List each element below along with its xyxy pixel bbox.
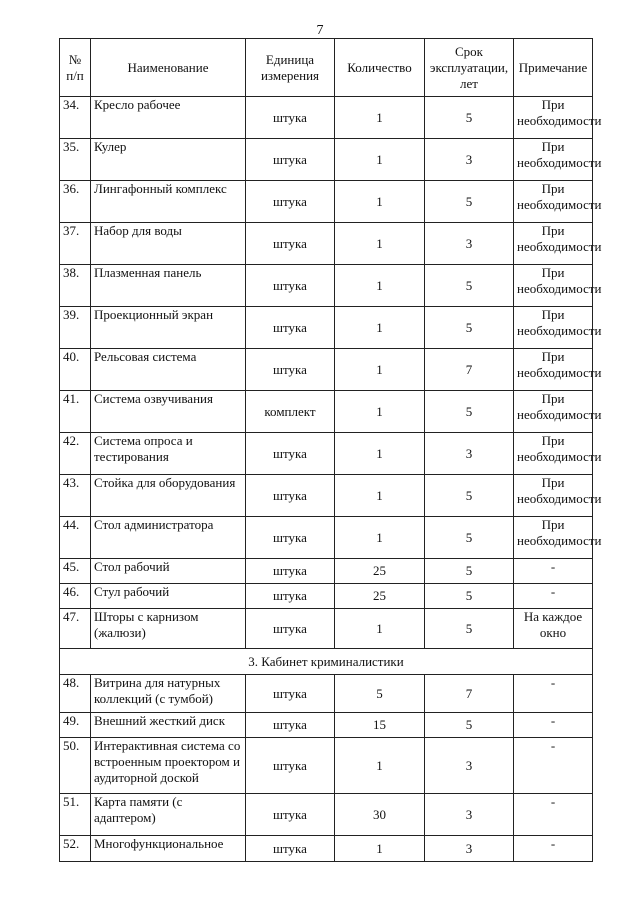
cell-life: 3	[425, 223, 514, 265]
cell-num: 40.	[60, 349, 91, 391]
cell-note: При необходимости	[514, 265, 593, 307]
page-number: 7	[316, 23, 324, 38]
cell-num: 46.	[60, 584, 91, 609]
table-row	[60, 559, 593, 584]
cell-note: При необходимости	[514, 391, 593, 433]
cell-qty: 25	[335, 559, 425, 584]
cell-note: -	[514, 836, 593, 862]
cell-num: 34.	[60, 97, 91, 139]
cell-life: 3	[425, 433, 514, 475]
cell-name: Стойка для оборудования	[91, 475, 246, 517]
header-qty: Количество	[335, 39, 425, 97]
table-row	[60, 97, 593, 139]
header-unit: Единица измерения	[246, 39, 335, 97]
cell-num: 43.	[60, 475, 91, 517]
cell-qty: 1	[335, 265, 425, 307]
cell-unit: штука	[246, 223, 335, 265]
cell-unit: штука	[246, 475, 335, 517]
cell-num: 47.	[60, 609, 91, 649]
cell-note: При необходимости	[514, 517, 593, 559]
cell-name: Система озвучивания	[91, 391, 246, 433]
cell-qty: 1	[335, 181, 425, 223]
cell-note: -	[514, 559, 593, 584]
cell-qty: 5	[335, 675, 425, 713]
cell-unit: штука	[246, 181, 335, 223]
cell-unit: штука	[246, 836, 335, 862]
cell-unit: штука	[246, 559, 335, 584]
cell-unit: штука	[246, 609, 335, 649]
cell-note: На каждое окно	[514, 609, 593, 649]
cell-qty: 1	[335, 349, 425, 391]
cell-name: Внешний жесткий диск	[91, 713, 246, 738]
cell-unit: комплект	[246, 391, 335, 433]
cell-name: Рельсовая система	[91, 349, 246, 391]
table-row	[60, 475, 593, 517]
cell-num: 42.	[60, 433, 91, 475]
cell-name: Кулер	[91, 139, 246, 181]
cell-num: 51.	[60, 794, 91, 836]
cell-name: Витрина для натурных коллекций (с тумбой)	[91, 675, 246, 713]
table-row	[60, 609, 593, 649]
table-row	[60, 139, 593, 181]
cell-unit: штука	[246, 97, 335, 139]
cell-qty: 1	[335, 223, 425, 265]
cell-qty: 1	[335, 433, 425, 475]
table-header-row	[60, 39, 593, 97]
cell-qty: 1	[335, 738, 425, 794]
cell-num: 37.	[60, 223, 91, 265]
table-row	[60, 713, 593, 738]
cell-note: При необходимости	[514, 307, 593, 349]
cell-num: 44.	[60, 517, 91, 559]
table-row	[60, 517, 593, 559]
cell-note: При необходимости	[514, 223, 593, 265]
cell-name: Лингафонный комплекс	[91, 181, 246, 223]
table-row	[60, 794, 593, 836]
cell-name: Стул рабочий	[91, 584, 246, 609]
table-row	[60, 181, 593, 223]
header-name: Наименование	[91, 39, 246, 97]
cell-num: 52.	[60, 836, 91, 862]
cell-life: 5	[425, 181, 514, 223]
cell-qty: 1	[335, 517, 425, 559]
cell-note: При необходимости	[514, 97, 593, 139]
cell-note: При необходимости	[514, 181, 593, 223]
cell-name: Система опроса и тестирования	[91, 433, 246, 475]
equipment-table	[59, 38, 602, 862]
cell-life: 7	[425, 349, 514, 391]
cell-life: 5	[425, 517, 514, 559]
table-row	[60, 738, 593, 794]
cell-num: 39.	[60, 307, 91, 349]
cell-name: Карта памяти (с адаптером)	[91, 794, 246, 836]
cell-unit: штука	[246, 349, 335, 391]
cell-num: 49.	[60, 713, 91, 738]
cell-life: 3	[425, 836, 514, 862]
cell-name: Набор для воды	[91, 223, 246, 265]
table-row	[60, 223, 593, 265]
cell-unit: штука	[246, 265, 335, 307]
cell-life: 3	[425, 139, 514, 181]
cell-num: 45.	[60, 559, 91, 584]
cell-note: При необходимости	[514, 475, 593, 517]
cell-qty: 1	[335, 139, 425, 181]
cell-life: 5	[425, 97, 514, 139]
cell-unit: штука	[246, 738, 335, 794]
cell-num: 48.	[60, 675, 91, 713]
cell-name: Проекционный экран	[91, 307, 246, 349]
cell-life: 5	[425, 713, 514, 738]
cell-name: Интерактивная система со встроенным проектором и аудиторной доской	[91, 738, 246, 794]
cell-num: 36.	[60, 181, 91, 223]
table-row	[60, 433, 593, 475]
cell-name: Многофункциональное	[91, 836, 246, 862]
cell-unit: штука	[246, 675, 335, 713]
cell-num: 41.	[60, 391, 91, 433]
table-row	[60, 265, 593, 307]
cell-note: -	[514, 713, 593, 738]
cell-name: Шторы с карнизом (жалюзи)	[91, 609, 246, 649]
cell-num: 38.	[60, 265, 91, 307]
table-row	[60, 391, 593, 433]
cell-unit: штука	[246, 713, 335, 738]
cell-qty: 1	[335, 475, 425, 517]
cell-life: 3	[425, 794, 514, 836]
cell-unit: штука	[246, 307, 335, 349]
cell-life: 5	[425, 475, 514, 517]
cell-name: Стол администратора	[91, 517, 246, 559]
table-row	[60, 836, 593, 862]
cell-life: 5	[425, 265, 514, 307]
cell-unit: штука	[246, 794, 335, 836]
table-row	[60, 349, 593, 391]
cell-unit: штука	[246, 517, 335, 559]
cell-qty: 1	[335, 609, 425, 649]
cell-unit: штука	[246, 584, 335, 609]
cell-unit: штука	[246, 433, 335, 475]
cell-qty: 25	[335, 584, 425, 609]
section-row	[60, 649, 593, 675]
header-note: Примечание	[514, 39, 593, 97]
table-row	[60, 675, 593, 713]
section-title: 3. Кабинет криминалистики	[60, 649, 593, 675]
cell-qty: 1	[335, 307, 425, 349]
cell-note: -	[514, 794, 593, 836]
header-num: № п/п	[60, 39, 91, 97]
cell-qty: 1	[335, 836, 425, 862]
cell-num: 50.	[60, 738, 91, 794]
cell-name: Кресло рабочее	[91, 97, 246, 139]
table-row	[60, 307, 593, 349]
cell-name: Плазменная панель	[91, 265, 246, 307]
cell-qty: 30	[335, 794, 425, 836]
cell-life: 3	[425, 738, 514, 794]
cell-num: 35.	[60, 139, 91, 181]
cell-name: Стол рабочий	[91, 559, 246, 584]
cell-unit: штука	[246, 139, 335, 181]
cell-life: 5	[425, 559, 514, 584]
cell-qty: 1	[335, 391, 425, 433]
cell-life: 7	[425, 675, 514, 713]
table-row	[60, 584, 593, 609]
cell-qty: 1	[335, 97, 425, 139]
cell-life: 5	[425, 391, 514, 433]
cell-note: При необходимости	[514, 139, 593, 181]
cell-life: 5	[425, 609, 514, 649]
header-life: Срок эксплуатации, лет	[425, 39, 514, 97]
cell-note: -	[514, 584, 593, 609]
cell-life: 5	[425, 584, 514, 609]
cell-qty: 15	[335, 713, 425, 738]
cell-note: -	[514, 738, 593, 794]
cell-note: -	[514, 675, 593, 713]
cell-note: При необходимости	[514, 349, 593, 391]
cell-note: При необходимости	[514, 433, 593, 475]
cell-life: 5	[425, 307, 514, 349]
